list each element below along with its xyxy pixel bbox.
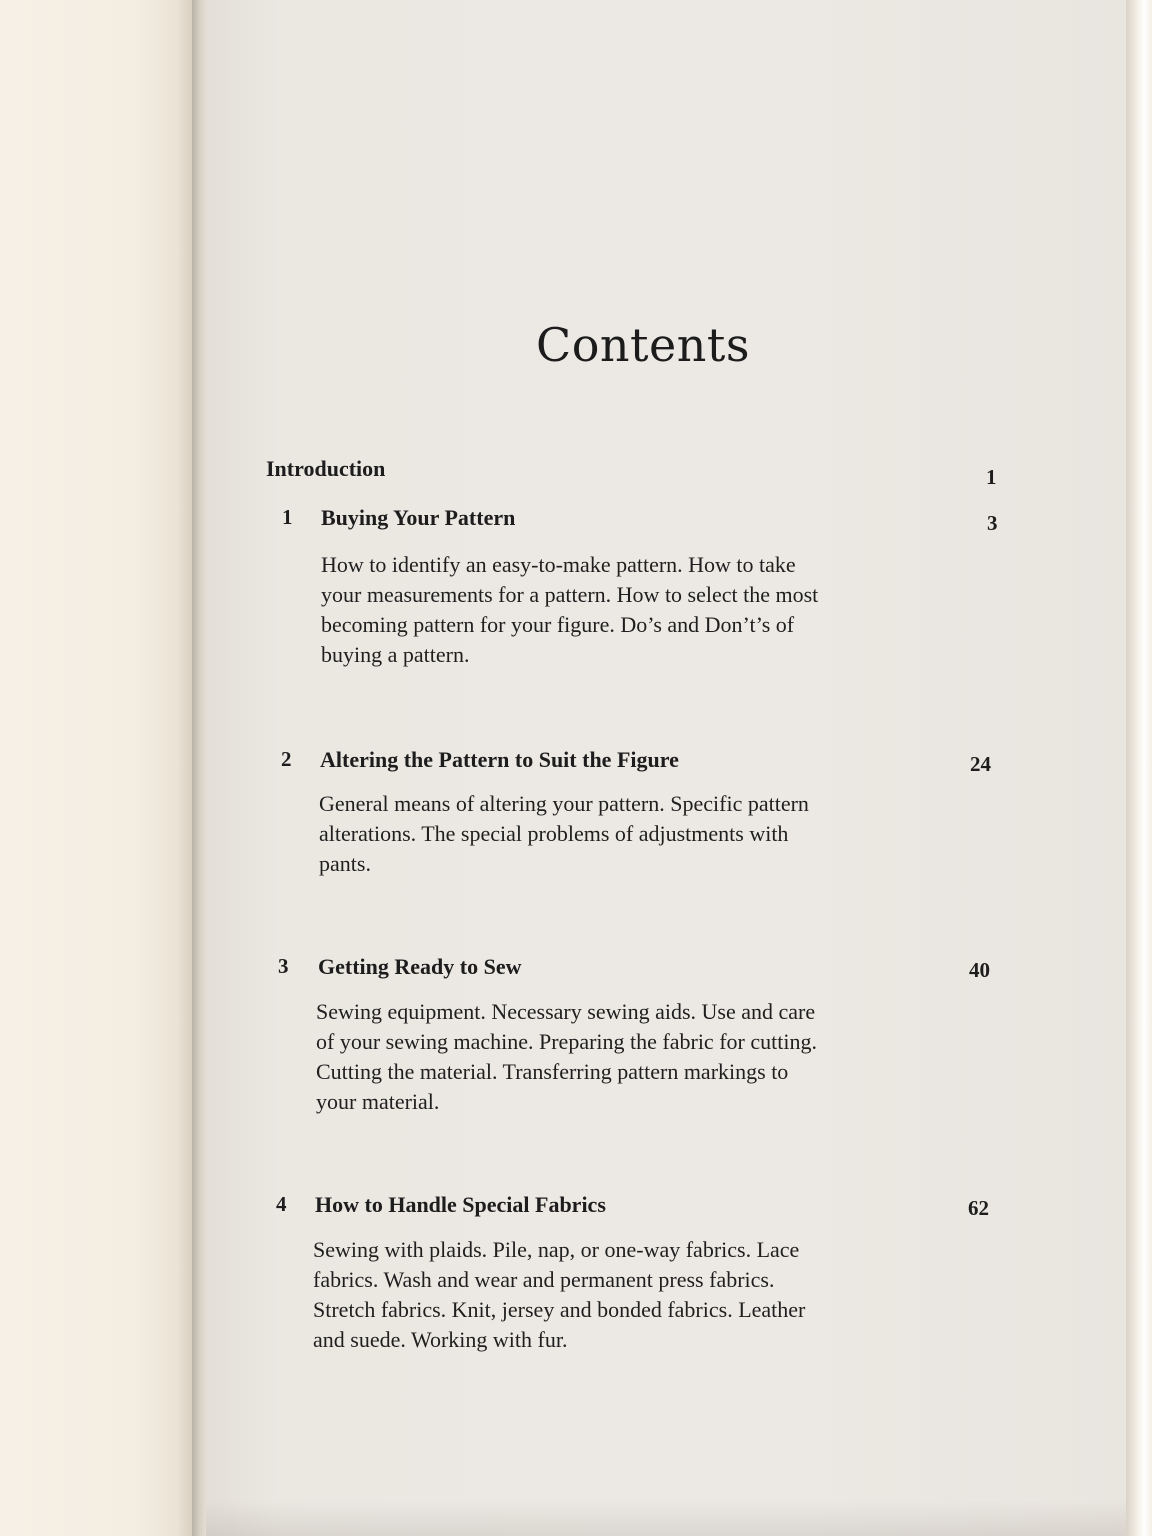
chapter-number: 1 xyxy=(282,505,293,529)
chapter-number: 3 xyxy=(278,954,289,978)
chapter-number: 2 xyxy=(281,747,292,771)
description-line: General means of altering your pattern. Specific pattern xyxy=(319,791,809,816)
chapter-page-number: 40 xyxy=(969,958,990,982)
page-title: Contents xyxy=(536,318,750,372)
left-page xyxy=(0,0,192,1536)
chapter-number: 4 xyxy=(276,1192,287,1216)
chapter-page-number: 24 xyxy=(970,752,991,776)
chapter-title: Altering the Pattern to Suit the Figure xyxy=(320,747,679,772)
intro-label: Introduction xyxy=(266,456,386,481)
description-line: Stretch fabrics. Knit, jersey and bonded fabrics. Leather xyxy=(313,1297,806,1322)
description-line: fabrics. Wash and wear and permanent press fabrics. xyxy=(313,1267,775,1292)
chapter-description xyxy=(321,550,818,670)
page-edge xyxy=(1126,0,1152,1536)
chapter-page-number: 3 xyxy=(987,511,998,535)
description-line: buying a pattern. xyxy=(321,642,470,667)
description-line: Sewing equipment. Necessary sewing aids. Use and care xyxy=(316,999,816,1024)
chapter-page-number: 62 xyxy=(968,1196,989,1220)
description-line: pants. xyxy=(319,851,371,876)
description-line: becoming pattern for your figure. Do’s and Don’t’s of xyxy=(321,612,795,637)
description-line: Cutting the material. Transferring pattern markings to xyxy=(316,1059,789,1084)
chapter-description xyxy=(316,997,817,1117)
chapter-description xyxy=(319,789,809,879)
book-gutter xyxy=(192,0,206,1536)
description-line: Sewing with plaids. Pile, nap, or one-way fabrics. Lace xyxy=(313,1237,800,1262)
intro-page-number: 1 xyxy=(986,465,997,489)
description-line: your measurements for a pattern. How to select the most xyxy=(321,582,819,607)
description-line: of your sewing machine. Preparing the fabric for cutting. xyxy=(316,1029,817,1054)
description-line: your material. xyxy=(316,1089,440,1114)
chapter-title: Getting Ready to Sew xyxy=(318,954,522,979)
description-line: and suede. Working with fur. xyxy=(313,1327,568,1352)
chapter-description xyxy=(313,1235,805,1355)
chapter-title: How to Handle Special Fabrics xyxy=(315,1192,606,1217)
page-bottom-shadow xyxy=(206,1500,1126,1536)
chapter-title: Buying Your Pattern xyxy=(321,505,516,530)
description-line: alterations. The special problems of adjustments with xyxy=(319,821,789,846)
description-line: How to identify an easy-to-make pattern. How to take xyxy=(321,552,796,577)
